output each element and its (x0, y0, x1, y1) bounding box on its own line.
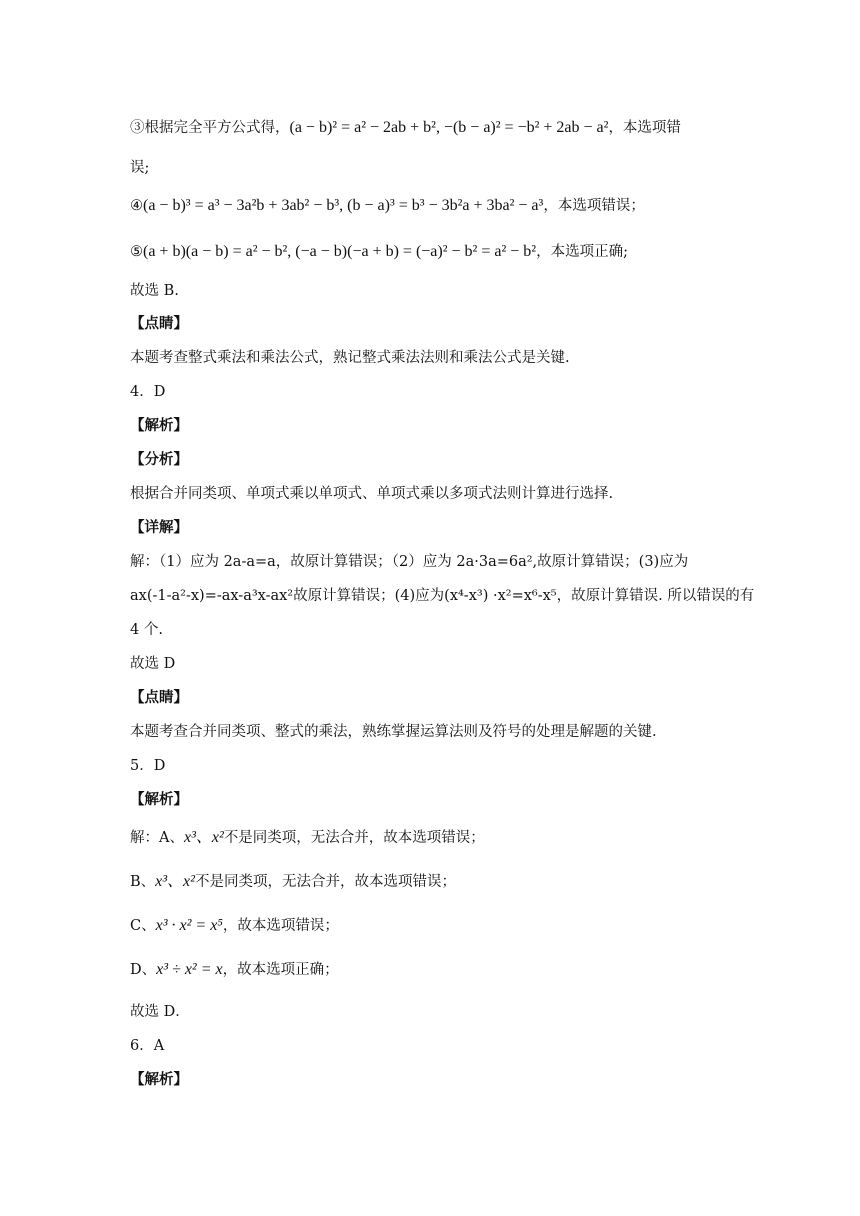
line-tail: ，故本选项正确； (222, 962, 339, 978)
line-text: 6．A (130, 1038, 165, 1054)
text-line (130, 242, 750, 262)
question-number (130, 1036, 750, 1056)
question-number (130, 756, 750, 776)
line-tail: ，故本选项错误； (222, 918, 339, 934)
line-text: 故选 D (130, 656, 176, 672)
line-text: 误; (130, 160, 150, 176)
text-line (130, 484, 750, 504)
line-text: 4 个. (130, 622, 163, 638)
line-text: ⑤ (130, 244, 143, 260)
formula: x³、x² (183, 829, 224, 846)
line-text: 解：A、 (130, 830, 184, 846)
text-line (130, 348, 750, 368)
text-line (130, 654, 750, 674)
line-tail: ，本选项错 (608, 120, 681, 136)
line-text: 【解析】 (130, 791, 188, 808)
line-tail: 不是同类项，无法合并，故本选项错误； (223, 830, 485, 846)
section-heading (130, 416, 750, 436)
line-text: 【详解】 (130, 519, 188, 536)
text-line (130, 916, 750, 936)
text-line (130, 960, 750, 980)
formula: (a − b)³ = a³ − 3a²b + 3ab² − b³, (b − a)³ = b³ − 3b²a + 3ba² − a³ (143, 197, 544, 214)
line-text: 故选 B. (130, 283, 179, 299)
section-heading (130, 790, 750, 810)
text-line (130, 281, 750, 301)
line-tail: ，本选项正确; (536, 244, 628, 260)
line-text: 【分析】 (130, 451, 188, 468)
line-text: ④ (130, 198, 143, 214)
text-line (130, 722, 750, 742)
section-heading (130, 1070, 750, 1090)
section-heading (130, 518, 750, 538)
formula: (a − b)² = a² − 2ab + b², −(b − a)² = −b² + 2ab − a² (289, 119, 609, 136)
text-line (130, 1002, 750, 1022)
text-line (130, 586, 755, 606)
formula: x³ ÷ x² = x (156, 961, 223, 978)
line-tail: 不是同类项，无法合并，故本选项错误； (194, 874, 456, 890)
line-text: B、 (130, 874, 156, 890)
text-line (130, 552, 750, 572)
formula: x³ · x² = x⁵ (155, 917, 223, 934)
line-text: 4．D (130, 384, 166, 400)
question-number (130, 382, 750, 402)
text-line (130, 872, 750, 892)
line-text: ③根据完全平方公式得， (130, 120, 290, 136)
section-heading (130, 688, 750, 708)
line-text: 故选 D． (130, 1004, 190, 1020)
line-text: 5．D (130, 758, 166, 774)
line-text: 解：（1）应为 2a-a=a，故原计算错误；（2）应为 2a·3a=6a²,故原计算错误；(3)应为 (130, 554, 689, 570)
section-heading (130, 450, 750, 470)
line-text: 【点睛】 (130, 689, 188, 706)
formula: x³、x² (155, 873, 195, 890)
line-tail: ，本选项错误； (543, 198, 645, 214)
section-heading (130, 314, 750, 334)
line-text: 本题考查整式乘法和乘法公式，熟记整式乘法法则和乘法公式是关键. (130, 350, 570, 366)
text-line (130, 118, 750, 138)
line-text: 【点睛】 (130, 315, 188, 332)
line-text: 本题考查合并同类项、整式的乘法，熟练掌握运算法则及符号的处理是解题的关键. (130, 724, 657, 740)
text-line (130, 158, 750, 178)
line-text: 【解析】 (130, 1071, 188, 1088)
formula: (a + b)(a − b) = a² − b², (−a − b)(−a + b) = (−a)² − b² = a² − b² (143, 243, 537, 260)
line-text: C、 (130, 918, 156, 934)
text-line (130, 196, 750, 216)
line-text: 【解析】 (130, 417, 188, 434)
line-text: 根据合并同类项、单项式乘以单项式、单项式乘以多项式法则计算进行选择. (130, 486, 614, 502)
line-text: D、 (130, 962, 157, 978)
text-line (130, 828, 750, 848)
text-line (130, 620, 750, 640)
line-text: ax(-1-a²-x)=-ax-a³x-ax²故原计算错误；(4)应为(x⁴-x³) ·x²=x⁶-x⁵，故原计算错误. 所以错误的有 (130, 588, 755, 604)
